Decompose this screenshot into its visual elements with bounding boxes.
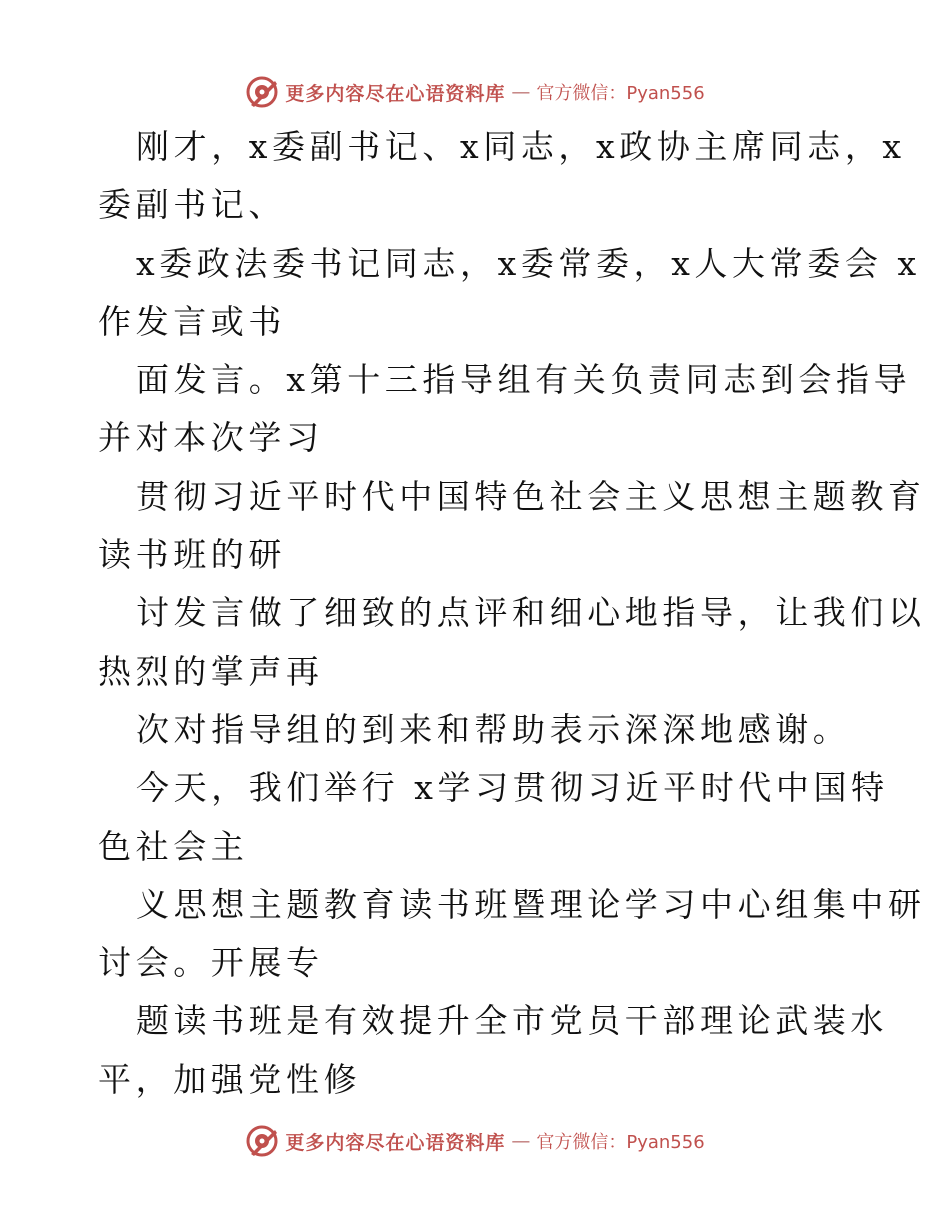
body-line: 讨会。开展专 [98,943,324,983]
body-line: 题读书班是有效提升全市党员干部理论武装水 [136,1001,888,1041]
watermark-footer [0,1121,950,1161]
body-line: 次对指导组的到来和帮助表示深深地感谢。 [136,709,851,749]
body-line: 委副书记、 [98,185,286,225]
body-line: 作发言或书 [98,301,286,341]
body-line: 贯彻习近平时代中国特色社会主义思想主题教育 [136,476,926,516]
body-line: 热烈的掌声再 [98,651,324,691]
pen-logo-icon [245,1124,279,1158]
body-line: 色社会主 [98,826,249,866]
body-line: 平，加强党性修 [98,1059,362,1099]
watermark-text: 更多内容尽在心语资料库 [285,1131,506,1154]
watermark-separator: — [511,81,531,103]
body-line: 义思想主题教育读书班暨理论学习中心组集中研 [136,884,926,924]
watermark-separator: — [511,1130,531,1152]
body-line: 刚才，x委副书记、x同志，x政协主席同志，x [136,127,906,166]
document-body [98,118,926,1109]
watermark-credit: 官方微信：Pyan556 [536,83,705,104]
body-line: 面发言。x第十三指导组有关负责同志到会指导 [136,360,912,400]
watermark-text: 更多内容尽在心语资料库 [285,82,506,105]
watermark-header [0,72,950,112]
body-line: 并对本次学习 [98,418,324,458]
body-line: 讨发言做了细致的点评和细心地指导，让我们以 [136,593,926,633]
body-line: x委政法委书记同志，x委常委，x人大常委会 x [136,243,921,283]
pen-logo-icon [245,75,279,109]
body-line: 今天，我们举行 x学习贯彻习近平时代中国特 [136,768,889,808]
body-line: 读书班的研 [98,535,286,575]
watermark-credit: 官方微信：Pyan556 [536,1132,705,1153]
